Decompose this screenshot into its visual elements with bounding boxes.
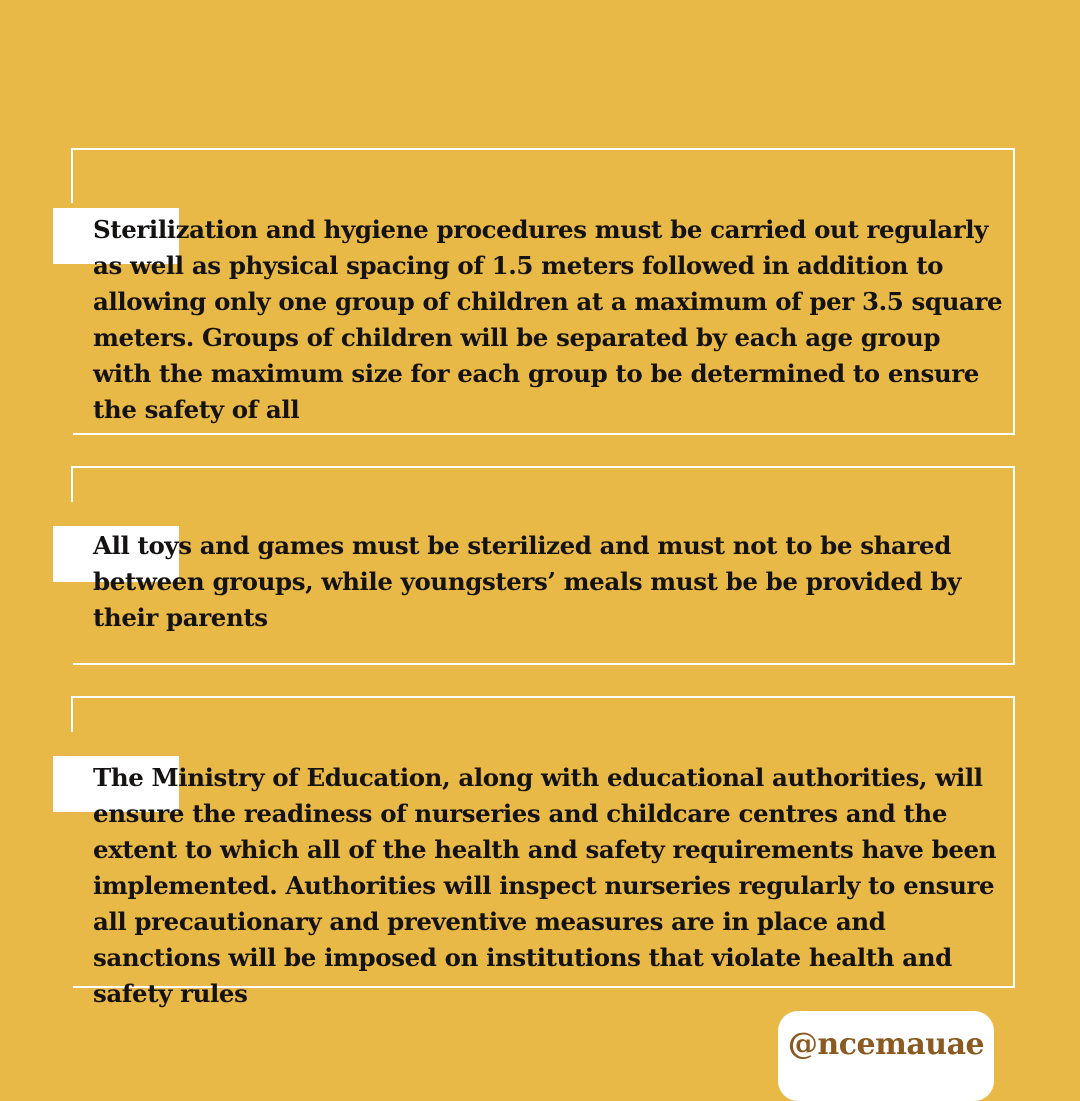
info-card-sterilization xyxy=(73,148,1015,433)
card-text xyxy=(93,212,1005,428)
card-paragraph: Sterilization and hygiene procedures must be carried out regularly as well as physical spacing of 1.5 meters followed in addition to allowing only one group of children at a maximum of per 3.5 square meters. Groups of children will be separated by each age group with the maximum size for each group to be determined to ensure the safety of all xyxy=(93,215,1003,424)
social-handle-badge xyxy=(778,1011,994,1101)
card-paragraph: All toys and games must be sterilized and must not to be shared between groups, while youngsters’ meals must be be provided by their parents xyxy=(93,531,962,632)
card-text xyxy=(93,528,1005,636)
frame-bottom xyxy=(73,433,1015,435)
frame-corner xyxy=(71,696,73,732)
social-handle: @ncemauae xyxy=(787,1027,985,1062)
frame-corner xyxy=(71,148,73,203)
card-text xyxy=(93,760,1005,1012)
info-card-ministry xyxy=(73,696,1015,1008)
card-paragraph: The Ministry of Education, along with educational authorities, will ensure the readiness of nurseries and childcare centres and the extent to which all of the health and safety requirements have been implemented. Authorities will inspect nurseries regularly to ensure all precautionary and preventive measures are in place and sanctions will be imposed on institutions that violate health and safety rules xyxy=(93,763,997,1008)
frame-bottom xyxy=(73,663,1015,665)
info-card-toys xyxy=(73,466,1015,663)
frame-corner xyxy=(71,466,73,502)
